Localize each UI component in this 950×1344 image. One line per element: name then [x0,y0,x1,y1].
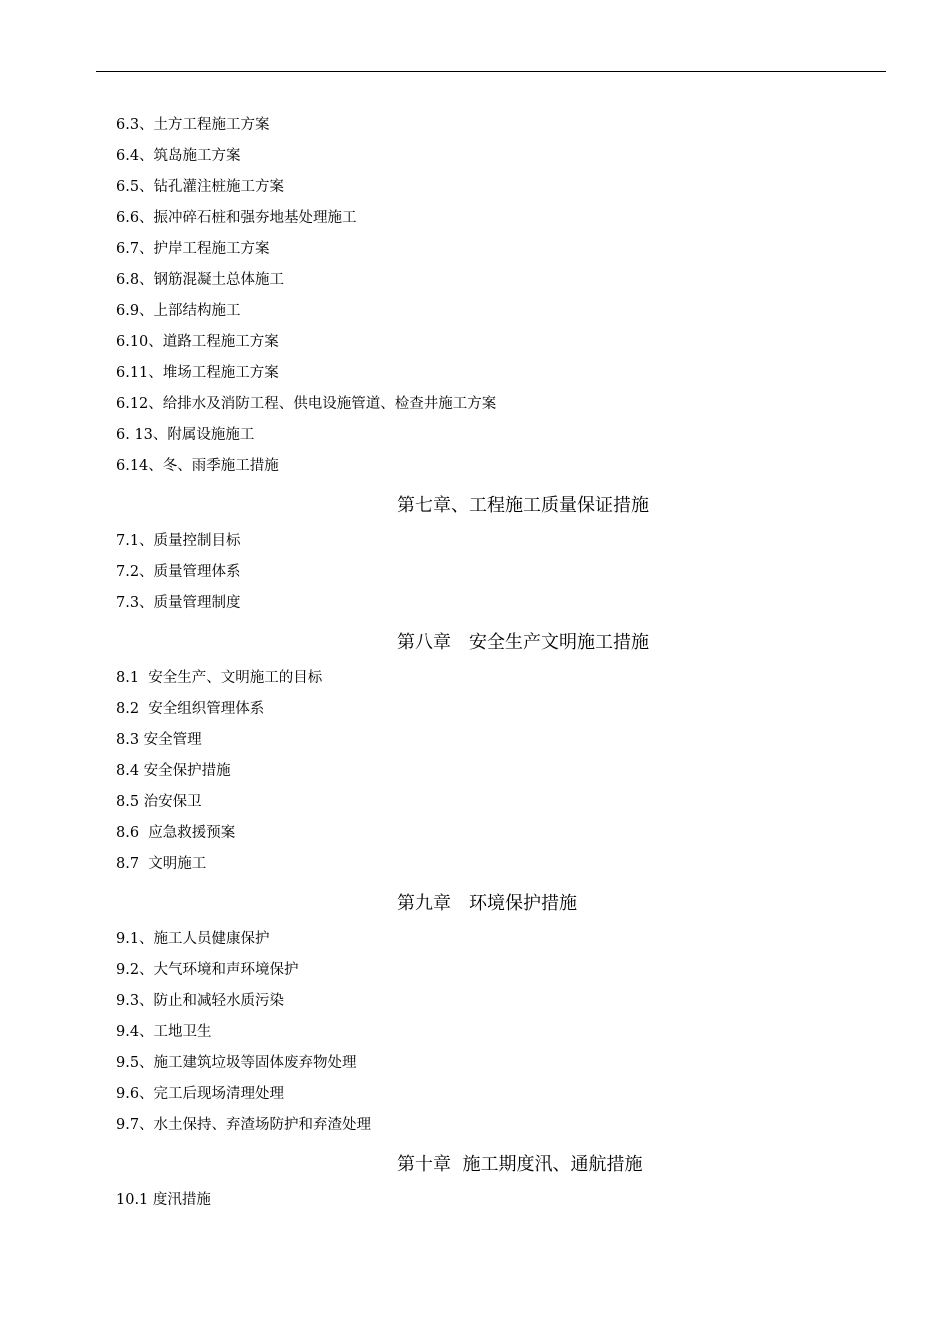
toc-entry-7-3[interactable]: 7.3、质量管理制度 [116,595,241,611]
toc-entry-6-11[interactable]: 6.11、堆场工程施工方案 [116,365,279,381]
toc-entry-8-7[interactable]: 8.7 文明施工 [116,856,207,872]
toc-entry-6-8[interactable]: 6.8、钢筋混凝土总体施工 [116,272,285,288]
toc-entry-6-10[interactable]: 6.10、道路工程施工方案 [116,334,279,350]
toc-entry-6-13[interactable]: 6. 13、附属设施施工 [116,427,255,443]
toc-entry-8-1[interactable]: 8.1 安全生产、文明施工的目标 [116,670,323,686]
toc-entry-6-7[interactable]: 6.7、护岸工程施工方案 [116,241,270,257]
toc-entry-8-2[interactable]: 8.2 安全组织管理体系 [116,701,265,717]
chapter-10-heading[interactable]: 第十章 施工期度汛、通航措施 [397,1154,643,1175]
toc-entry-8-5[interactable]: 8.5 治安保卫 [116,794,202,810]
toc-entry-6-5[interactable]: 6.5、钻孔灌注桩施工方案 [116,179,285,195]
toc-entry-9-3[interactable]: 9.3、防止和减轻水质污染 [116,993,285,1009]
toc-entry-8-3[interactable]: 8.3 安全管理 [116,732,202,748]
toc-entry-9-5[interactable]: 9.5、施工建筑垃圾等固体废弃物处理 [116,1055,357,1071]
toc-entry-8-6[interactable]: 8.6 应急救援预案 [116,825,236,841]
toc-entry-7-2[interactable]: 7.2、质量管理体系 [116,564,241,580]
toc-entry-7-1[interactable]: 7.1、质量控制目标 [116,533,241,549]
toc-entry-6-4[interactable]: 6.4、筑岛施工方案 [116,148,241,164]
header-rule [96,71,886,72]
toc-entry-9-4[interactable]: 9.4、工地卫生 [116,1024,212,1040]
toc-entry-9-6[interactable]: 9.6、完工后现场清理处理 [116,1086,285,1102]
toc-entry-6-3[interactable]: 6.3、土方工程施工方案 [116,117,270,133]
toc-entry-6-14[interactable]: 6.14、冬、雨季施工措施 [116,458,279,474]
toc-entry-9-2[interactable]: 9.2、大气环境和声环境保护 [116,962,299,978]
chapter-7-heading[interactable]: 第七章、工程施工质量保证措施 [397,495,649,516]
toc-entry-6-12[interactable]: 6.12、给排水及消防工程、供电设施管道、检查井施工方案 [116,396,497,412]
toc-entry-9-7[interactable]: 9.7、水土保持、弃渣场防护和弃渣处理 [116,1117,372,1133]
toc-entry-6-6[interactable]: 6.6、振冲碎石桩和强夯地基处理施工 [116,210,357,226]
toc-entry-8-4[interactable]: 8.4 安全保护措施 [116,763,231,779]
toc-entry-9-1[interactable]: 9.1、施工人员健康保护 [116,931,270,947]
toc-entry-6-9[interactable]: 6.9、上部结构施工 [116,303,241,319]
chapter-8-heading[interactable]: 第八章 安全生产文明施工措施 [397,632,649,653]
chapter-9-heading[interactable]: 第九章 环境保护措施 [397,893,577,914]
toc-entry-10-1[interactable]: 10.1 度汛措施 [116,1192,211,1208]
